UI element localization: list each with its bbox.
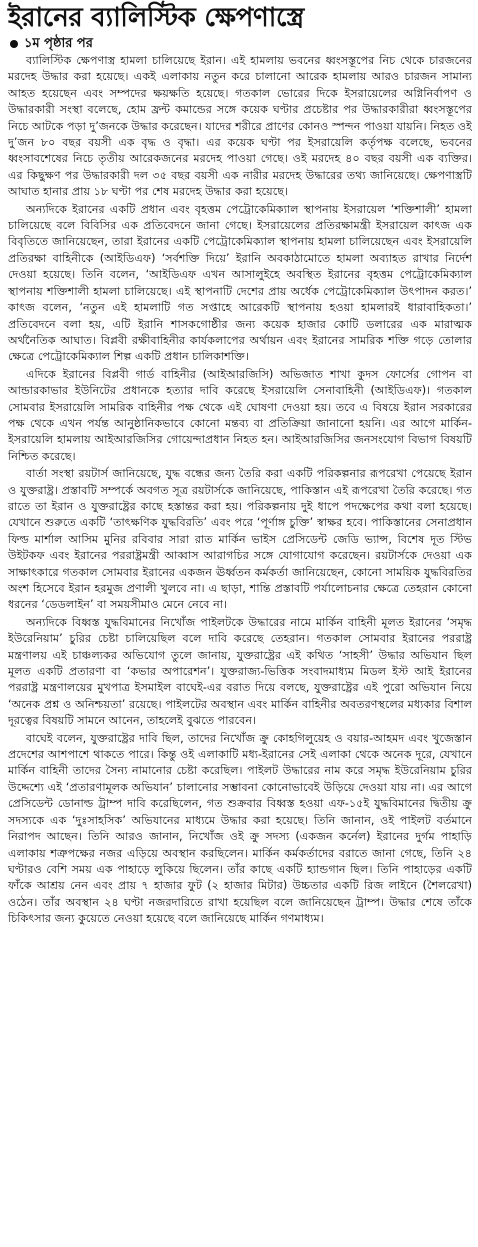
article-paragraph-2: অন্যদিকে ইরানের একটি প্রধান এবং বৃহত্তম পেট্রোকেমিক্যাল স্থাপনায় ইসরায়েল ‘শক্তিশালী’ হামলা চালিয়েছে বলে বিবিসির এক প্রতিবেদনে জানা গেছে। ইসরায়েলের প্রতিরক্ষামন্ত্রী ইসরায়েল কাৎজ এক বিবৃতিতে জানিয়েছেন, তারা ইরানের একটি পেট্রোকেমিক্যাল স্থাপনায় হামলা চালিয়েছেন এবং ইসরায়েলি প্রতিরক্ষা বাহিনীকে (আইডিএফ) ‘সর্বশক্তি দিয়ে’ ইরানি অবকাঠামোতে হামলা অব্যাহত রাখার নির্দেশ দেওয়া হয়েছে। তিনি বলেন, ‘আইডিএফ এখন আসালুইহে অবস্থিত ইরানের বৃহত্তম পেট্রোকেমিক্যাল স্থাপনায় শক্তিশালী হামলা চালিয়েছে। এই স্থাপনাটি দেশের প্রায় অর্ধেক পেট্রোকেমিক্যাল উৎপাদন করত।’ কাৎজ বলেন, ‘নতুন এই হামলাটি গত সপ্তাহে আরেকটি স্থাপনায় হওয়া হামলারই ধারাবাহিকতা।’ প্রতিবেদনে বলা হয়, এটি ইরানি শাসকগোষ্ঠীর জন্য কয়েক হাজার কোটি ডলারের এক মারাত্মক অর্থনৈতিক আঘাত। বিপ্লবী রক্ষীবাহিনীর কার্যকলাপের অর্থায়ন এবং ইরানের সামরিক শক্তি গড়ে তোলার ক্ষেত্রে পেট্রোকেমিক্যাল শিল্প একটি প্রধান চালিকাশক্তি। (8, 202, 472, 364)
continued-from-label: ১ম পৃষ্ঠার পর (24, 36, 93, 51)
article-paragraph-4: বার্তা সংস্থা রয়টার্স জানিয়েছে, যুদ্ধ বন্ধের জন্য তৈরি করা একটি পরিকল্পনার রূপরেখা পেয়েছে ইরান ও যুক্তরাষ্ট্র। প্রস্তাবটি সম্পর্কে অবগত সূত্র রয়টার্সকে জানিয়েছে, পাকিস্তান এই রূপরেখা তৈরি করেছে। গত রাতে তা ইরান ও যুক্তরাষ্ট্রের কাছে হস্তান্তর করা হয়। পরিকল্পনায় দুই ধাপে পদক্ষেপের কথা বলা হয়েছে। যেখানে শুরুতে একটি ‘তাৎক্ষণিক যুদ্ধবিরতি’ এবং পরে ‘পূর্ণাঙ্গ চুক্তি’ স্বাক্ষর হবে। পাকিস্তানের সেনাপ্রধান ফিল্ড মার্শাল আসিম মুনির রবিবার সারা রাত মার্কিন ভাইস প্রেসিডেন্ট জেডি ভ্যান্স, বিশেষ দূত স্টিভ উইটকফ এবং ইরানের পররাষ্ট্রমন্ত্রী আব্বাস আরাগচির সঙ্গে যোগাযোগ করেছেন। রয়টার্সকে দেওয়া এক সাক্ষাৎকারে গতকাল সোমবার ইরানের একজন ঊর্ধ্বতন কর্মকর্তা জানিয়েছেন, কোনো সাময়িক যুদ্ধবিরতির অংশ হিসেবে ইরান হরমুজ প্রণালী খুলবে না। এ ছাড়া, শান্তি প্রস্তাবটি পর্যালোচনার ক্ষেত্রে তেহরান কোনো ধরনের ‘ডেডলাইন’ বা সময়সীমাও মেনে নেবে না। (8, 467, 472, 612)
continued-from-line (8, 35, 472, 52)
article-paragraph-1: ব্যালিস্টিক ক্ষেপণাস্ত্র হামলা চালিয়েছে ইরান। এই হামলায় ভবনের ধ্বংসস্তূপের নিচ থেকে চারজনের মরদেহ উদ্ধার করা হয়েছে। একই এলাকায় নতুন করে চালানো আরেক হামলায় আরও চারজন সামান্য আহত হয়েছেন এবং সম্পদের ক্ষয়ক্ষতি হয়েছে। গতকাল ভোরের দিকে ইসরায়েলের অগ্নিনির্বাপণ ও উদ্ধারকারী সংস্থা বলেছে, হোম ফ্রন্ট কমান্ডের সঙ্গে কয়েক ঘণ্টার প্রচেষ্টার পর উদ্ধারকারীরা ধ্বংসস্তূপের নিচে আটকে পড়া দু’জনকে উদ্ধার করেছেন। যাদের শরীরে প্রাণের কোনও স্পন্দন পাওয়া যায়নি। নিহত ওই দু’জন ৮০ বছর বয়সী এক বৃদ্ধ ও বৃদ্ধা। এর কয়েক ঘণ্টা পর ইসরায়েলি কর্তৃপক্ষ বলেছে, ভবনের ধ্বংসাবশেষের নিচে তৃতীয় আরেকজনের মরদেহ পাওয়া গেছে। ওই মরদেহ ৪০ বছর বয়সী এক ব্যক্তির। এর কিছুক্ষণ পর উদ্ধারকারী দল ৩৫ বছর বয়সী এক নারীর মরদেহ উদ্ধারের তথ্য জানিয়েছে। ক্ষেপণাস্ত্রটি আঘাত হানার প্রায় ১৮ ঘণ্টা পর শেষ মরদেহ উদ্ধার করা হয়েছে। (8, 54, 472, 199)
article-paragraph-3: এদিকে ইরানের বিপ্লবী গার্ড বাহিনীর (আইআরজিসি) অভিজাত শাখা কুদস ফোর্সের গোপন বা আন্ডারকাভার ইউনিটের প্রধানকে হত্যার দাবি করেছে ইসরায়েলি সেনাবাহিনী (আইডিএফ)। গতকাল সোমবার ইসরায়েলি সামরিক বাহিনীর পক্ষ থেকে এই ঘোষণা দেওয়া হয়। তবে এ বিষয়ে ইরান সরকারের পক্ষ থেকে এখন পর্যন্ত আনুষ্ঠানিকভাবে কোনো মন্তব্য বা প্রতিক্রিয়া জানানো হয়নি। এর আগে মার্কিন-ইসরায়েলি হামলায় আইআরজিসির গোয়েন্দাপ্রধান নিহত হন। আইআরজিসির জনসংযোগ বিভাগ বিষয়টি নিশ্চিত করেছে। (8, 367, 472, 463)
bullet-icon (10, 40, 18, 48)
article-paragraph-5: অন্যদিকে বিধ্বস্ত যুদ্ধবিমানের নিখোঁজ পাইলটকে উদ্ধারের নামে মার্কিন বাহিনী মূলত ইরানের ‘সমৃদ্ধ ইউরেনিয়াম’ চুরির চেষ্টা চালিয়েছিল বলে দাবি করেছে তেহরান। গতকাল সোমবার ইরানের পররাষ্ট্র মন্ত্রণালয় এই চাঞ্চল্যকর অভিযোগ তুলে জানায়, যুক্তরাষ্ট্রের এই কথিত ‘সাহসী’ উদ্ধার অভিযান ছিল মূলত একটি প্রতারণা বা ‘কভার অপারেশন’। যুক্তরাজ্য-ভিত্তিক সংবাদমাধ্যম মিডল ইস্ট আই ইরানের পররাষ্ট্র মন্ত্রণালয়ের মুখপাত্র ইসমাইল বাঘেই-এর বরাত দিয়ে বলছে, যুক্তরাষ্ট্রের এই পুরো অভিযান নিয়ে ‘অনেক প্রশ্ন ও অনিশ্চয়তা’ রয়েছে। পাইলটের অবস্থান এবং মার্কিন বাহিনীর অবতরণস্থলের মধ্যকার বিশাল দূরত্বের বিষয়টি সামনে আনেন, তাহলেই বুঝতে পারবেন। (8, 615, 472, 728)
article-paragraph-6: বাঘেই বলেন, যুক্তরাষ্ট্রের দাবি ছিল, তাদের নিখোঁজ ক্রু কোহগিলুয়েহ ও বয়ার-আহমদ এবং খুজেস্তান প্রদেশের আশপাশে থাকতে পারে। কিন্তু ওই এলাকাটি মধ্য-ইরানের সেই এলাকা থেকে অনেক দূরে, যেখানে মার্কিন বাহিনী তাদের সৈন্য নামানোর চেষ্টা করেছিল। পাইলট উদ্ধারের নাম করে সমৃদ্ধ ইউরেনিয়াম চুরির উদ্দেশ্যে এই ‘প্রতারণামূলক অভিযান’ চালানোর সম্ভাবনা কোনোভাবেই উড়িয়ে দেওয়া যায় না। এর আগে প্রেসিডেন্ট ডোনাল্ড ট্রাম্প দাবি করেছিলেন, গত শুক্রবার বিধ্বস্ত হওয়া এফ-১৫ই যুদ্ধবিমানের দ্বিতীয় ক্রু সদস্যকে এক ‘দুঃসাহসিক’ অভিযানের মাধ্যমে উদ্ধার করা হয়েছে। তিনি জানান, ওই পাইলট বর্তমানে নিরাপদ আছেন। তিনি আরও জানান, নিখোঁজ ওই ক্রু সদস্য (একজন কর্নেল) ইরানের দুর্গম পাহাড়ি এলাকায় শত্রুপক্ষের নজর এড়িয়ে অবস্থান করছিলেন। মার্কিন কর্মকর্তাদের বরাতে জানা গেছে, তিনি ২৪ ঘণ্টারও বেশি সময় এক পাহাড়ে লুকিয়ে ছিলেন। তাঁর কাছে একটি হ্যান্ডগান ছিল। তিনি পাহাড়ের একটি ফাঁকে আশ্রয় নেন এবং প্রায় ৭ হাজার ফুট (২ হাজার মিটার) উচ্চতার একটি রিজ লাইনে (শৈলরেখা) ওঠেন। তাঁর অবস্থান ২৪ ঘণ্টা নজরদারিতে রাখা হয়েছিল বলে জানিয়েছেন ট্রাম্প। উদ্ধার শেষে তাঁকে চিকিৎসার জন্য কুয়েতে নেওয়া হয়েছে বলে জানিয়েছে মার্কিন গণমাধ্যম। (8, 731, 472, 926)
headline: ইরানের ব্যালিস্টিক ক্ষেপণাস্ত্রে (8, 3, 304, 33)
